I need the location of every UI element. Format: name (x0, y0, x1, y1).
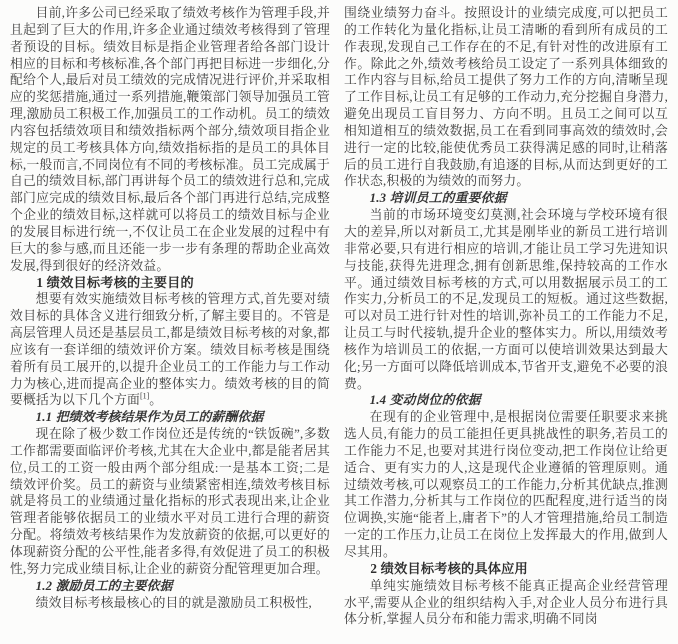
citation-marker: [1] (139, 392, 150, 402)
left-column (10, 5, 330, 644)
subsection-heading: 1.3 培训员工的重要依据 (369, 191, 507, 206)
paragraph: 绩效目标考核最核心的目的就是激励员工积极性, (35, 595, 312, 610)
paragraph: 目前,许多公司已经采取了绩效考核作为管理手段,并且起到了巨大的作用,许多企业通过绩效考核得到了管理者预设的目标。绩效目标是指企业管理者给各部门设计相应的目标和考核标准,各个部门再把目标进一步细化,分配给个人,最后对员工绩效的完成情况进行评价,并采取相应的奖惩措施,通过一系列措施,鞭策部门领导加强员工管理,激励员工积极工作,加强员工的工作动机。员工的绩效内容包括绩效项目和绩效指标两个部分,绩效项目指企业规定的员工考核具体方向,绩效指标指的是员工的具体目标,一般而言,不同岗位有不同的考核标准。员工完成属于自己的绩效目标,部门再讲每个员工的绩效进行总和,完成部门应完成的绩效目标,最后各个部门再进行总结,完成整个企业的绩效目标,这样就可以将员工的绩效目标与企业的发展目标进行统一,不仅让员工在企业发展的过程中有巨大的参与感,而且还能一步一步有条理的帮助企业高效发展,得到很好的经济效益。 (10, 6, 330, 273)
subsection-heading: 1.2 激励员工的主要依据 (35, 578, 173, 593)
paragraph: 围绕业绩努力奋斗。按照设计的业绩完成度,可以把员工的工作转化为量化指标,让员工清晰的看到所有成员的工作表现,发现自己工作存在的不足,有针对性的改进原有工作。除此之外,绩效考核给员工设定了一系列具体细致的工作内容与目标,给员工提供了努力工作的方向,清晰呈现了工作目标,让员工有足够的工作动力,充分挖掘自身潜力,避免出现员工盲目努力、方向不明。且员工之间可以互相知道相互的绩效数据,员工在看到同事高效的绩效时,会进行一定的比较,能使优秀员工获得满足感的同时,让稍落后的员工进行自我鼓励,有追逐的目标,从而达到更好的工作状态,积极的为绩效的而努力。 (344, 6, 668, 189)
subsection-heading: 1.1 把绩效考核结果作为员工的薪酬依据 (35, 410, 264, 425)
section-heading: 1 绩效目标考核的主要目的 (36, 274, 194, 290)
right-column (344, 5, 668, 644)
paragraph: 当前的市场环境变幻莫测,社会环境与学校环境有很大的差异,所以对新员工,尤其是刚毕业的新员工进行培训非常必要,只有进行相应的培训,才能让员工学习先进知识与技能,获得先进理念,拥有创新思维,保持较高的工作水平。通过绩效目标考核的方式,可以用数据展示员工的工作实力,分析员工的不足,发现员工的短板。通过这些数据,可以对员工进行针对性的培训,弥补员工的工作能力不足,让员工与时代接轨,提升企业的整体实力。所以,用绩效考核作为培训员工的依据,一方面可以使培训效果达到最大化;另一方面可以降低培训成本,节省开支,避免不必要的浪费。 (344, 208, 668, 391)
paragraph: 在现有的企业管理中,是根据岗位需要任职要求来挑选人员,有能力的员工能担任更具挑战性的职务,若员工的工作能力不足,也要对其进行岗位变动,把工作岗位让给更适合、更有实力的人,这是现代企业遵循的管理原则。通过绩效考核,可以观察员工的工作能力,分析其优缺点,推测其工作潜力,分析其与工作岗位的匹配程度,进行适当的岗位调换,实施“能者上,庸者下”的人才管理措施,给员工制造一定的工作压力,让员工在岗位上发挥最大的作用,做到人尽其用。 (344, 410, 668, 559)
subsection-heading: 1.4 变动岗位的依据 (369, 393, 481, 408)
paragraph: 现在除了极少数工作岗位还是传统的“铁饭碗”,多数工作都需要面临评价考核,尤其在大企业中,都是能者居其位,员工的工资一般由两个部分组成:一是基本工资;二是绩效评价奖。员工的薪资与业绩紧密相连,绩效考核目标就是将员工的业绩通过量化指标的形式表现出来,让企业管理者能够依据员工的业绩水平对员工进行合理的薪资分配。将绩效考核结果作为发放薪资的依据,可以更好的体现薪资分配的公平性,能者多得,有效促进了员工的积极性,努力完成业绩目标,让企业的薪资分配管理更加合理。 (10, 427, 330, 576)
paragraph: 单纯实施绩效目标考核不能真正提高企业经营管理水平,需要从企业的组织结构入手,对企业人员分布进行具体分析,掌握人员分布和能力需求,明确不同岗 (344, 578, 668, 627)
paragraph: 想要有效实施绩效目标考核的管理方式,首先要对绩效目标的具体含义进行细致分析,了解主要目的。不管是高层管理人员还是基层员工,都是绩效目标考核的对象,都应该有一套详细的绩效评价方案。绩效目标考核是围绕着所有员工展开的,以提升企业员工的工作能力与工作动力为核心,进而提高企业的整体实力。绩效考核的目的简要概括为以下几个方面[1]。 (10, 292, 330, 408)
section-heading: 2 绩效目标考核的具体应用 (370, 560, 528, 576)
